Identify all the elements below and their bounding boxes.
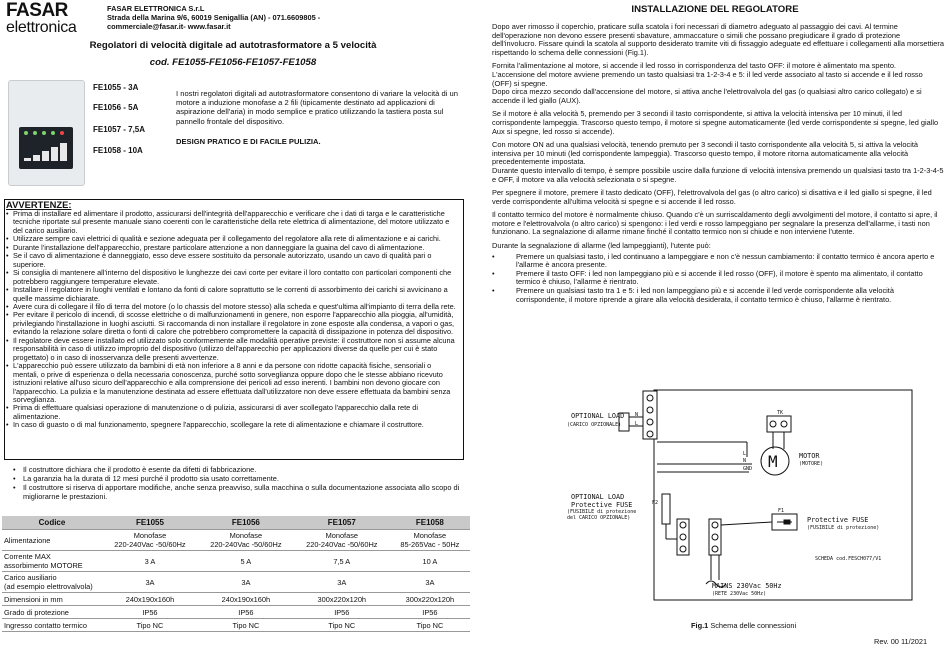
table-cell: IP56 [390, 606, 470, 619]
fuse-f1-label: F1 [778, 508, 785, 514]
figure-label: Fig.1 [691, 621, 709, 630]
table-cell: 3A [102, 572, 198, 593]
optional-fuse-label-it2: del CARICO OPZIONALE) [567, 515, 631, 521]
device-keypad [19, 127, 73, 169]
row-label: Alimentazione [2, 530, 102, 551]
protective-fuse-label: Protective FUSE [807, 516, 869, 524]
table-row [2, 530, 470, 551]
motor-l-label: L [743, 451, 747, 457]
terminal-block-top [643, 391, 657, 439]
model-fe1056: FE1056 - 5A [93, 103, 139, 112]
optional-load-label-it: (CARICO OPZIONALE) [567, 422, 622, 428]
row-label: Grado di protezione [2, 606, 102, 619]
motor-label-it: (MOTORE) [799, 461, 824, 467]
motor-n-label: N [743, 458, 747, 464]
motor-m-symbol: M [768, 452, 778, 471]
warning-item: • Si consiglia di mantenere all'interno del dispositivo le lunghezze dei cavi corte per evitare il loro contatto con particolari componenti che potrebbero raggiungere temperature elevate. [6, 269, 458, 286]
product-title: Regolatori di velocità digitale ad autotrasformatore a 5 velocità [89, 40, 377, 51]
warning-item: • Se il cavo di alimentazione è danneggiato, esso deve essere sostituito da personale autorizzato, usando un cavo di qualità pari o superiore. [6, 252, 458, 269]
note-item: • Il costruttore dichiara che il prodotto è esente da difetti di fabbricazione. [9, 465, 461, 474]
warning-item: • Il regolatore deve essere installato ed utilizzato solo conformemente alle modalità operative previste: il costruttore non si assume alcuna responsabilità in caso di utilizzo improprio del dispositivo (utilizzo dell'apparecchio per applicazioni diverse da quelle per cui è stato progettato) o in caso di inosservanza delle presenti avvertenze. [6, 337, 458, 362]
table-cell: IP56 [294, 606, 390, 619]
note-item: • Il costruttore si riserva di apportare modifiche, anche senza preavviso, sulla macchina o sulla documentazione associata allo scopo di migliorarne le prestazioni. [9, 483, 461, 501]
column-header: FE1057 [294, 516, 390, 530]
table-cell: Monofase 220-240Vac -50/60Hz [102, 530, 198, 551]
fuse-f2 [662, 494, 670, 524]
company-info [107, 4, 367, 31]
brand-name-top: FASAR [6, 0, 68, 21]
product-description: I nostri regolatori digitali ad autotrasformatore consentono di variare la velocità di un motore a induzione monofase a 2 fili (tipicamente destinato ad applicazioni di aspirazione dell'aria) in modo semplice e pratico utilizzando la tastiera posta sul pannello frontale del dispositivo. [176, 89, 458, 126]
device-image [8, 80, 85, 186]
optional-fuse-label-it1: (FUSIBILE di protezione [567, 509, 637, 515]
terminal-n-label: N [635, 412, 639, 418]
table-cell: IP56 [102, 606, 198, 619]
warning-item: • Durante l'installazione dell'apparecchio, prestare particolare attenzione a non danneggiare la guaina del cavo di alimentazione. [6, 244, 458, 252]
table-cell: 7,5 A [294, 551, 390, 572]
model-fe1058: FE1058 - 10A [93, 146, 143, 155]
warning-item: • Per evitare il pericolo di incendi, di scosse elettriche o di malfunzionamenti in genere, non esporre l'apparecchio alla pioggia, all'umidità, privilegiando l'installazione in luoghi asciutti. Si raccomanda di non installare il regolatore in zone esposte alla condensa, a vapori o gas, evitando la relazione solare diretta o fonti di calore che potrebbero compromettere la capacità di dissipazione in potenza del dispositivo. [6, 311, 458, 336]
table-cell: Tipo NC [198, 619, 294, 632]
table-cell: 3 A [102, 551, 198, 572]
warning-item: • Utilizzare sempre cavi elettrici di qualità e sezione adeguata per il collegamento del regolatore alla rete di alimentazione e ai carichi. [6, 235, 458, 243]
alarm-option: • Premere il tasto OFF: i led non lampeggiano più e si accende il led rosso (OFF), il motore è spento ma alimentato, il contatto termico è chiuso, l'allarme è rientrato. [492, 270, 944, 287]
table-row [2, 619, 470, 632]
table-cell: 300x220x120h [294, 593, 390, 606]
protective-fuse-label-it: (FUSIBILE di protezione) [807, 525, 880, 531]
mains-label-it: (RETE 230Vac 50Hz) [712, 591, 767, 597]
mains-label: MAINS 230Vac 50Hz [712, 582, 782, 590]
terminal-l-label: L [635, 421, 639, 427]
warnings-list [6, 210, 458, 430]
brand-logo [6, 2, 98, 36]
table-cell: Tipo NC [294, 619, 390, 632]
motor-gnd-label: GND [743, 466, 753, 472]
warning-item: • Avere cura di collegare il filo di terra del motore (o lo chassis del motore stesso) alla scheda e quest'ultima all'impianto di terra della rete. [6, 303, 458, 311]
row-label: Dimensioni in mm [2, 593, 102, 606]
table-cell: 10 A [390, 551, 470, 572]
installation-title: INSTALLAZIONE DEL REGOLATORE [631, 4, 799, 15]
table-header-row [2, 516, 470, 530]
installation-paragraph: Con motore ON ad una qualsiasi velocità, tenendo premuto per 3 secondi il tasto corrispondente alla velocità 5, si attiva la velocità intensiva per 10 minuti (led corrispondente lampeggia). Trascorso questo tempo, il motore ritorna automaticamente alla velocità precedentemente impostata. Durante questo intervallo di tempo, è sempre possibile uscire dalla funzione di velocità intensiva premendo un qualsiasi tasto tra 1-2-3-4-5 e OFF, il motore va alla velocità selezionata o si spegne. [492, 140, 944, 184]
motor-label: MOTOR [799, 452, 820, 460]
table-cell: 3A [390, 572, 470, 593]
table-cell: 300x220x120h [390, 593, 470, 606]
optional-load-label: OPTIONAL LOAD [571, 412, 625, 420]
column-header: FE1058 [390, 516, 470, 530]
installation-text [492, 23, 944, 304]
spec-table [2, 516, 470, 632]
warning-item: • Prima di effettuare qualsiasi operazione di manutenzione o di pulizia, assicurarsi di aver scollegato l'apparecchio dalla rete di alimentazione. [6, 404, 458, 421]
product-codes: cod. FE1055-FE1056-FE1057-FE1058 [149, 57, 317, 68]
terminal-block-mains [709, 519, 721, 555]
table-cell: Monofase 220-240Vac -50/60Hz [294, 530, 390, 551]
row-label: Ingresso contatto termico [2, 619, 102, 632]
figure-caption-text: Schema delle connessioni [710, 621, 797, 630]
row-label: Carico ausiliario (ad esempio elettrovalvola) [2, 572, 102, 593]
figure-caption [691, 621, 796, 630]
installation-paragraph: Per spegnere il motore, premere il tasto dedicato (OFF), l'elettrovalvola del gas (o altro carico) si disattiva e il led giallo si spegne, il led verde corrispondente all'ultima velocità si spegne e si accende il led rosso. [492, 188, 932, 206]
warning-item: • L'apparecchio può essere utilizzato da bambini di età non inferiore a 8 anni e da persone con ridotte capacità fisiche, sensoriali o mentali, o prive di esperienza o della necessaria conoscenza, purché sotto sorveglianza oppure dopo che le stesse abbiano ricevuto istruzioni relative all'uso sicuro dell'apparecchio e alla comprensione dei pericoli ad esso inerenti. I bambini non devono giocare con l'apparecchio. La pulizia e la manutenzione destinata ad essere effettuata dall'utilizzatore non deve essere effettuata da bambini senza sorveglianza. [6, 362, 458, 404]
table-row [2, 606, 470, 619]
fuse-f2-label: F2 [652, 500, 659, 506]
note-item: • La garanzia ha la durata di 12 mesi purché il prodotto sia usato correttamente. [9, 474, 461, 483]
table-cell: 5 A [198, 551, 294, 572]
warning-item: • In caso di guasto o di mal funzionamento, spegnere l'apparecchio, scollegare la rete di alimentazione e chiamare il costruttore. [6, 421, 458, 429]
alarm-option: • Premere un qualsiasi tasto, i led continuano a lampeggiare e non c'è nessun cambiamento: il contatto termico è ancora aperto e l'allarme è ancora presente. [492, 253, 944, 270]
alarm-options-list [492, 253, 944, 305]
installation-paragraph: Fornita l'alimentazione al motore, si accende il led rosso in corrispondenza del tasto OFF: il motore è alimentato ma spento. L'accensione del motore avviene premendo un tasto qualsiasi tra 1-2-3-4 e 5: il led verde associato al tasto si accende e il led rosso (OFF) si spegne. Dopo circa mezzo secondo dall'accensione del motore, si attiva anche l'elettrovalvola del gas (o qualsiasi altro carico collegato) e si accende il led giallo (AUX). [492, 61, 923, 105]
alarm-option: • Premere un qualsiasi tasto tra 1 e 5: i led non lampeggiano più e si accende il led verde corrispondente alla velocità corrispondente, il motore riprende a girare alla velocità desiderata, il contatto termico è chiuso, l'allarme è rientrato. [492, 287, 944, 304]
brand-name-bottom: elettronica [6, 19, 77, 36]
optional-fuse-label-2: Protective FUSE [571, 501, 633, 509]
column-header: FE1055 [102, 516, 198, 530]
table-row [2, 551, 470, 572]
installation-paragraph: Dopo aver rimosso il coperchio, praticare sulla scatola i fori necessari di diametro adeguato al passaggio dei cavi. Al termine dell'operazione non devono essere presenti sbavature, ammaccature o simili che possano pregiudicare il grado di protezione dell'involucro. Fissare quindi la scatola al supporto desiderato tramite viti di fissaggio adeguate ed effettuare i collegamenti alla morsettiera rispettando lo schema delle connessioni (Fig.1). [492, 22, 944, 57]
column-header: Codice [2, 516, 102, 530]
table-cell: 3A [294, 572, 390, 593]
terminal-block-middle [677, 519, 689, 555]
warnings-title: AVVERTENZE: [6, 199, 72, 210]
wiring-diagram [567, 354, 927, 624]
design-note: DESIGN PRATICO E DI FACILE PULIZIA. [176, 137, 321, 146]
company-address: Strada della Marina 9/6, 60019 Senigallia (AN) - 071.6609805 - [107, 13, 321, 22]
table-row [2, 572, 470, 593]
table-cell: Monofase 85-265Vac - 50Hz [390, 530, 470, 551]
row-label: Corrente MAX assorbimento MOTORE [2, 551, 102, 572]
installation-paragraph: Il contatto termico del motore è normalmente chiuso. Quando c'è un surriscaldamento degli avvolgimenti del motore, il contatto si apre, il motore e l'elettrovalvola (o altro carico) si spengono: i led verdi e rosso lampeggiano per segnalare la presenza dell'allarme, i tasti non funzionano. La segnalazione di allarme rimane finché il contatto termico non si chiude e non interviene l'utente. [492, 210, 938, 237]
table-cell: 240x190x160h [198, 593, 294, 606]
board-code: SCHEDA cod.FESCH077/V1 [815, 556, 882, 562]
installation-paragraph: Durante la segnalazione di allarme (led lampeggianti), l'utente può: [492, 241, 711, 251]
model-fe1057: FE1057 - 7,5A [93, 125, 146, 134]
optional-fuse-label: OPTIONAL LOAD [571, 493, 625, 501]
model-fe1055: FE1055 - 3A [93, 83, 139, 92]
warning-item: • Prima di installare ed alimentare il prodotto, assicurarsi dell'integrità dell'apparecchio e verificare che i dati di targa e le caratteristiche tecniche riportate sul presente manuale siano coerenti con le caratteristiche della rete elettrica di alimentazione, del motore utilizzato e del carico ausiliario. [6, 210, 458, 235]
table-cell: Monofase 220-240Vac -50/60Hz [198, 530, 294, 551]
warning-item: • Installare il regolatore in luoghi ventilati e lontano da fonti di calore soprattutto se le correnti di assorbimento dei carichi si avvicinano a quelle massime dichiarate. [6, 286, 458, 303]
revision-label: Rev. 00 11/2021 [874, 637, 928, 646]
notes-list [9, 465, 461, 501]
table-cell: Tipo NC [390, 619, 470, 632]
table-cell: IP56 [198, 606, 294, 619]
company-name: FASAR ELETTRONICA S.r.L [107, 4, 205, 13]
terminal-tk-label: TK [777, 410, 784, 416]
table-cell: 3A [198, 572, 294, 593]
table-row [2, 593, 470, 606]
table-cell: Tipo NC [102, 619, 198, 632]
table-cell: 240x190x160h [102, 593, 198, 606]
installation-paragraph: Se il motore è alla velocità 5, premendo per 3 secondi il tasto corrispondente, si attiva la velocità intensiva per 10 minuti, il led corrispondente lampeggia. Trascorso questo tempo, il motore si spegne automaticamente (led verde corrispondente si spegne, led giallo Aux si spegne, led rosso si accende). [492, 109, 939, 136]
company-contacts: commerciale@fasar.it- www.fasar.it [107, 22, 231, 31]
column-header: FE1056 [198, 516, 294, 530]
